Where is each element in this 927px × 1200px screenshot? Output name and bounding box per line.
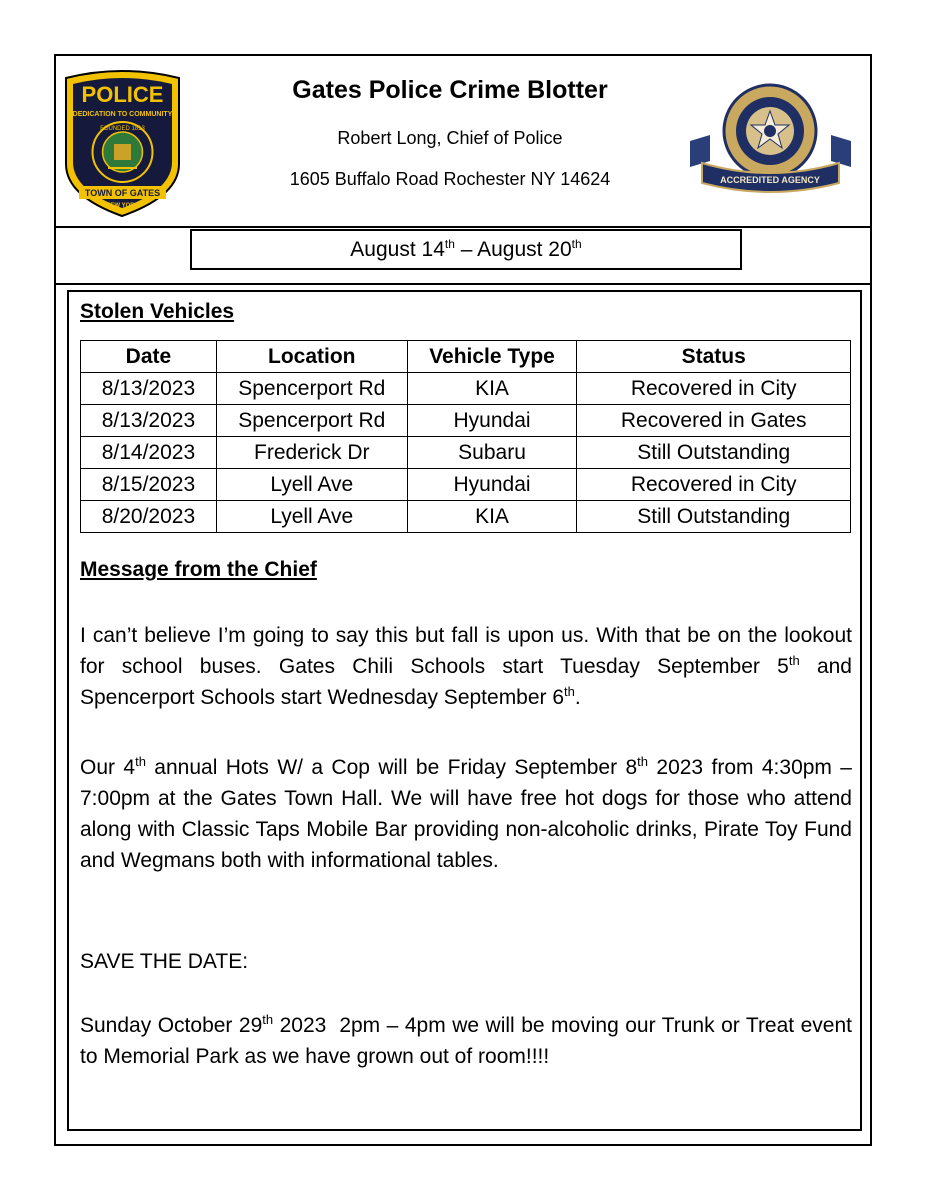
column-header-vehicle-type: Vehicle Type bbox=[407, 341, 577, 373]
message-p1-text-b: and Spencerport Schools start Wednesday September 6 bbox=[80, 655, 852, 709]
message-p1-text-c: . bbox=[574, 686, 581, 709]
message-p1-ordinal-1: th bbox=[788, 653, 800, 668]
message-p2-text-b: annual Hots W/ a Cop will be Friday September 8 bbox=[145, 756, 638, 779]
column-header-location: Location bbox=[216, 341, 407, 373]
patch-motto-text: DEDICATION TO COMMUNITY bbox=[72, 111, 173, 118]
cell-location: Lyell Ave bbox=[216, 501, 407, 533]
cell-status: Recovered in City bbox=[577, 469, 851, 501]
cell-date: 8/15/2023 bbox=[81, 469, 217, 501]
cell-vehicle-type: KIA bbox=[407, 501, 577, 533]
message-p4-ordinal-1: th bbox=[262, 1012, 274, 1027]
message-p4-text-b: 2023 2pm – 4pm we will be moving our Trunk or Treat event to Memorial Park as we have grown out of room!!!! bbox=[80, 1014, 858, 1068]
column-header-status: Status bbox=[577, 341, 851, 373]
cell-location: Spencerport Rd bbox=[216, 373, 407, 405]
date-divider bbox=[54, 283, 872, 285]
cell-date: 8/14/2023 bbox=[81, 437, 217, 469]
table-row bbox=[81, 437, 851, 469]
cell-vehicle-type: KIA bbox=[407, 373, 577, 405]
police-patch-logo bbox=[60, 68, 185, 218]
patch-founded-text: FOUNDED 1813 bbox=[100, 126, 145, 132]
date-range-separator: – bbox=[454, 238, 478, 261]
table-row bbox=[81, 405, 851, 437]
cell-location: Lyell Ave bbox=[216, 469, 407, 501]
message-paragraph-2 bbox=[80, 752, 852, 876]
date-range-start: August 14 bbox=[350, 238, 445, 261]
save-the-date-label: SAVE THE DATE: bbox=[80, 950, 249, 973]
date-range-start-ordinal: th bbox=[444, 237, 455, 251]
cell-vehicle-type: Hyundai bbox=[407, 469, 577, 501]
date-range-end-ordinal: th bbox=[571, 237, 582, 251]
table-row bbox=[81, 373, 851, 405]
chief-name: Robert Long, Chief of Police bbox=[337, 128, 563, 148]
column-header-date: Date bbox=[81, 341, 217, 373]
header-divider bbox=[54, 226, 872, 228]
cell-date: 8/13/2023 bbox=[81, 373, 217, 405]
cell-date: 8/13/2023 bbox=[81, 405, 217, 437]
stolen-vehicles-table bbox=[80, 340, 851, 533]
message-p1-text-a: I can’t believe I’m going to say this but fall is upon us. With that be on the lookout for school buses. Gates Chili Schools start Tuesday September 5 bbox=[80, 624, 852, 678]
seal-banner-text: ACCREDITED AGENCY bbox=[720, 175, 820, 185]
stolen-vehicles-heading: Stolen Vehicles bbox=[80, 300, 235, 323]
page-title: Gates Police Crime Blotter bbox=[292, 76, 608, 104]
date-range bbox=[190, 229, 742, 270]
cell-status: Recovered in City bbox=[577, 373, 851, 405]
accreditation-seal-logo bbox=[688, 83, 853, 195]
message-paragraph-4 bbox=[80, 1010, 858, 1072]
table-row bbox=[81, 469, 851, 501]
patch-police-text: POLICE bbox=[81, 82, 164, 107]
table-row bbox=[81, 501, 851, 533]
patch-town-text: TOWN OF GATES bbox=[84, 188, 161, 198]
message-p1-ordinal-2: th bbox=[564, 684, 575, 699]
cell-vehicle-type: Hyundai bbox=[407, 405, 577, 437]
cell-location: Spencerport Rd bbox=[216, 405, 407, 437]
message-p2-text-a: Our 4 bbox=[80, 756, 136, 779]
cell-vehicle-type: Subaru bbox=[407, 437, 577, 469]
patch-state-text: NEW YORK bbox=[106, 203, 139, 209]
cell-status: Still Outstanding bbox=[577, 501, 851, 533]
message-p2-text-c: 2023 from 4:30pm – 7:00pm at the Gates Town Hall. We will have free hot dogs for those who attend along with Classic Taps Mobile Bar providing non-alcoholic drinks, Pirate Toy Fund and Wegmans both with informational tables. bbox=[80, 756, 852, 872]
message-paragraph-1 bbox=[80, 620, 852, 713]
date-range-end: August 20 bbox=[477, 238, 572, 261]
cell-location: Frederick Dr bbox=[216, 437, 407, 469]
message-p2-ordinal-2: th bbox=[637, 754, 648, 769]
table-header-row bbox=[81, 341, 851, 373]
message-p2-ordinal-1: th bbox=[135, 754, 146, 769]
message-p4-text-a: Sunday October 29 bbox=[80, 1014, 263, 1037]
cell-status: Still Outstanding bbox=[577, 437, 851, 469]
chief-message-heading: Message from the Chief bbox=[80, 558, 317, 581]
station-address: 1605 Buffalo Road Rochester NY 14624 bbox=[289, 169, 611, 189]
cell-status: Recovered in Gates bbox=[577, 405, 851, 437]
cell-date: 8/20/2023 bbox=[81, 501, 217, 533]
